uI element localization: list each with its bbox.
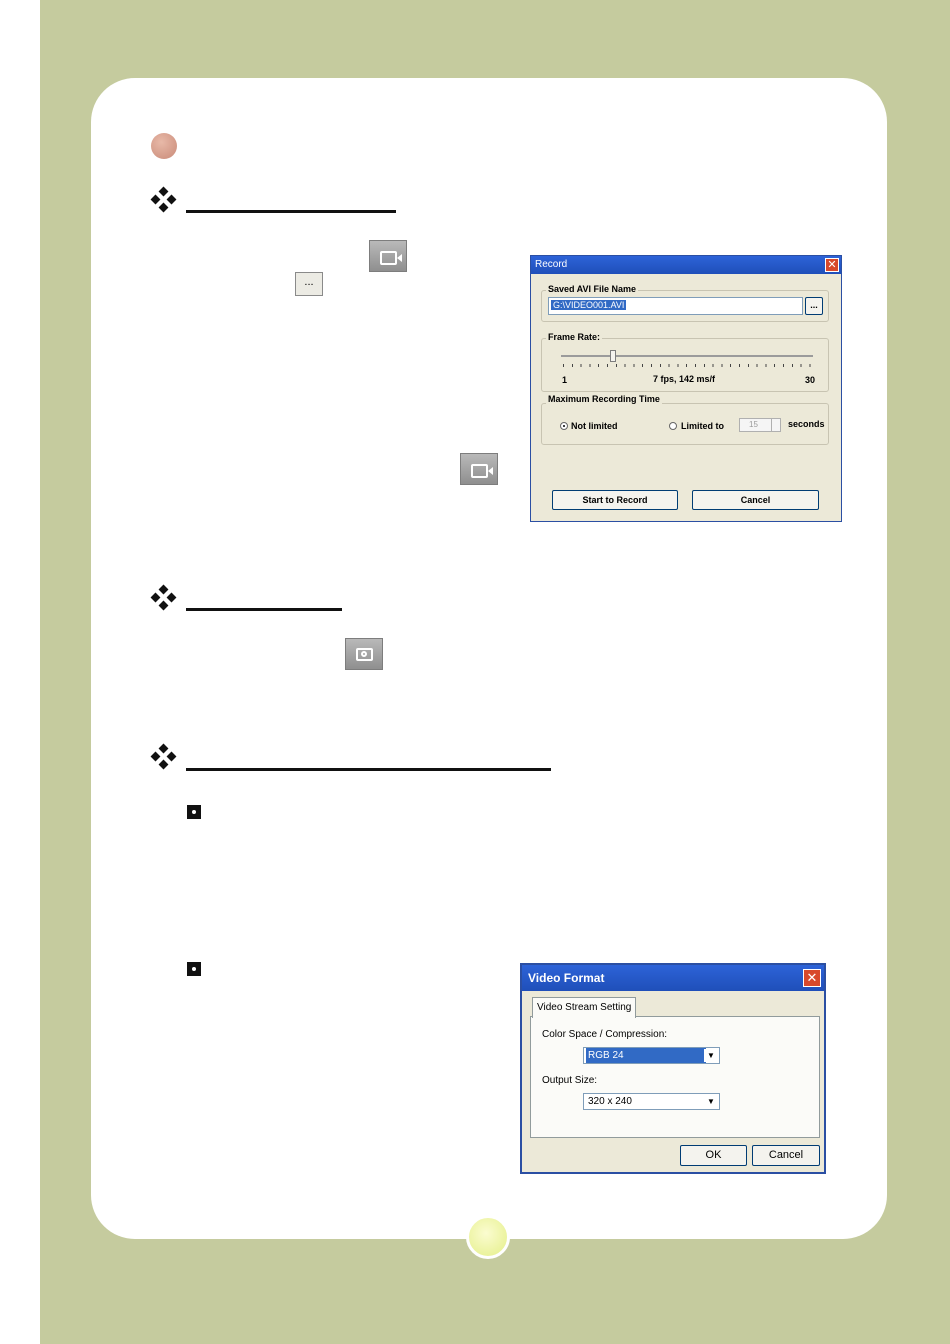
max-time-label: Maximum Recording Time	[548, 394, 660, 404]
not-limited-label: Not limited	[571, 421, 618, 431]
square-bullet-icon	[187, 962, 201, 976]
square-bullet-icon	[187, 805, 201, 819]
frame-rate-label: Frame Rate:	[548, 332, 601, 342]
chevron-down-icon[interactable]: ▼	[704, 1049, 718, 1062]
record-video-icon	[460, 453, 498, 485]
record-dialog	[530, 255, 842, 522]
frame-rate-value: 7 fps, 142 ms/f	[653, 374, 716, 384]
output-size-value: 320 x 240	[588, 1096, 632, 1107]
seconds-label: seconds	[788, 419, 825, 429]
slider-ticks	[563, 364, 815, 367]
file-name-value: G:\VIDEO001.AVI	[553, 300, 625, 310]
capture-snapshot-icon	[345, 638, 383, 670]
diamond-bullet-icon	[151, 187, 177, 213]
browse-button[interactable]: ...	[805, 297, 823, 315]
color-space-select[interactable]	[583, 1047, 720, 1064]
video-format-dialog	[520, 963, 826, 1174]
cancel-button[interactable]: Cancel	[692, 490, 819, 510]
diamond-bullet-icon	[151, 585, 177, 611]
limit-seconds-spinner[interactable]	[739, 418, 781, 432]
spinner-arrows-icon[interactable]	[771, 419, 780, 431]
output-size-select[interactable]	[583, 1093, 720, 1110]
diamond-bullet-icon	[151, 744, 177, 770]
browse-button-icon: ...	[295, 272, 323, 296]
frame-rate-slider-thumb[interactable]	[610, 350, 616, 362]
close-icon[interactable]: ✕	[803, 969, 821, 987]
heading-underline	[186, 608, 342, 611]
start-to-record-button[interactable]: Start to Record	[552, 490, 678, 510]
output-size-label: Output Size:	[542, 1075, 598, 1086]
cancel-button[interactable]: Cancel	[752, 1145, 820, 1166]
chevron-down-icon[interactable]: ▼	[704, 1095, 718, 1108]
limit-seconds-value: 15	[749, 420, 758, 429]
frame-rate-slider-track	[561, 355, 813, 357]
frame-rate-min: 1	[562, 375, 568, 385]
color-space-label: Color Space / Compression:	[542, 1029, 668, 1040]
dialog-title: Video Format	[522, 965, 824, 991]
tab-video-stream-setting[interactable]: Video Stream Setting	[532, 997, 636, 1018]
radio-not-limited[interactable]	[560, 422, 568, 430]
frame-rate-max: 30	[805, 375, 816, 385]
ok-button[interactable]: OK	[680, 1145, 747, 1166]
limited-to-label: Limited to	[681, 421, 724, 431]
close-icon[interactable]: ✕	[825, 258, 839, 272]
radio-limited-to[interactable]	[669, 422, 677, 430]
dialog-title: Record	[531, 256, 841, 274]
file-name-input[interactable]	[548, 297, 803, 315]
page-number-badge	[466, 1215, 510, 1259]
heading-underline	[186, 768, 551, 771]
file-name-group-label: Saved AVI File Name	[548, 284, 637, 294]
heading-underline	[186, 210, 396, 213]
section-marker-dot	[151, 133, 177, 159]
color-space-value: RGB 24	[586, 1048, 706, 1063]
record-video-icon	[369, 240, 407, 272]
